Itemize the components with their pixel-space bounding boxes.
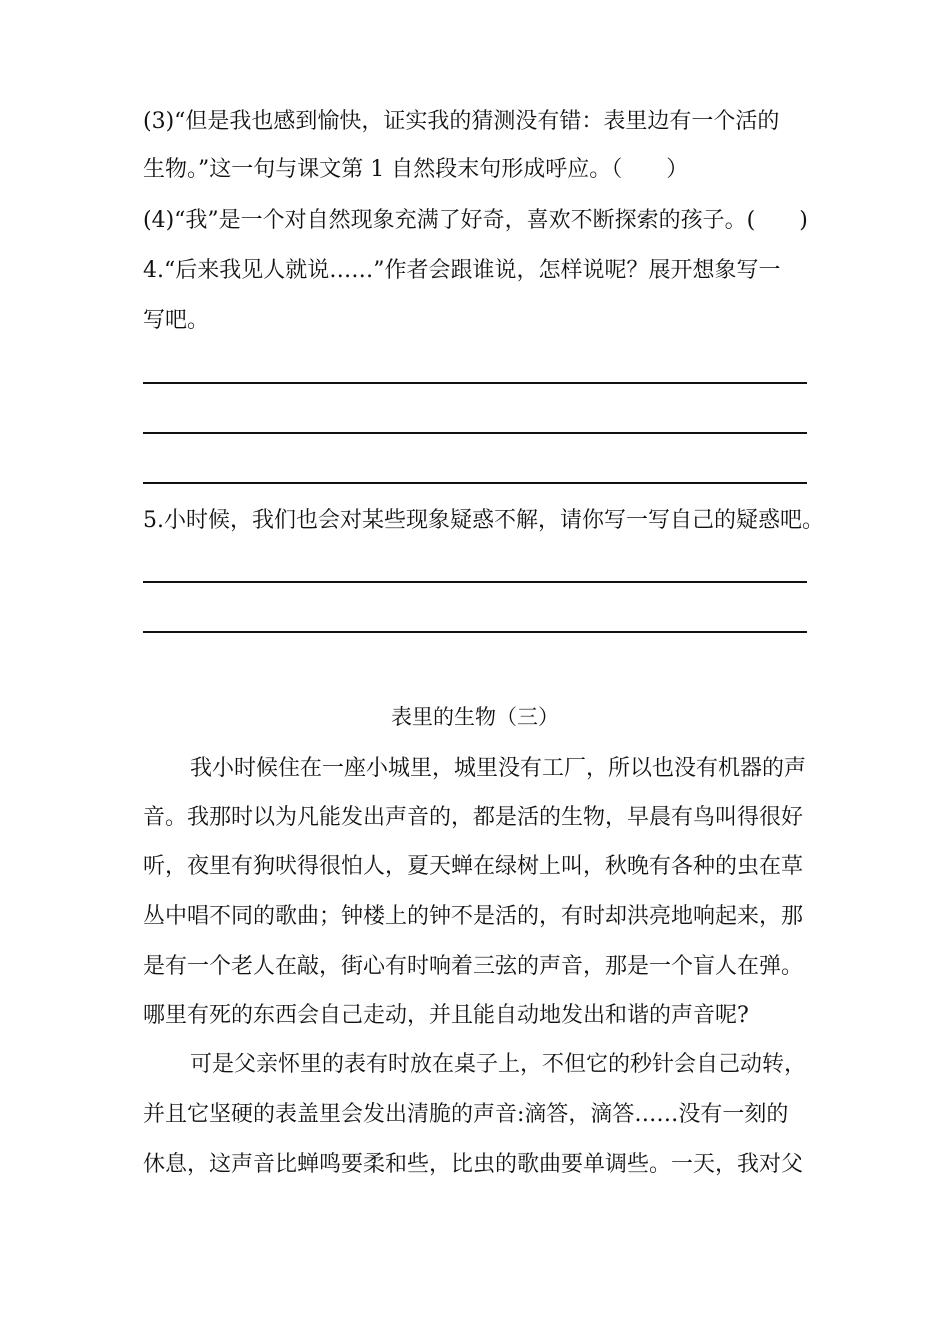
question-5: 5.小时候，我们也会对某些现象疑惑不解，请你写一写自己的疑惑吧。 bbox=[143, 508, 824, 533]
passage-line: 哪里有死的东西会自己走动，并且能自动地发出和谐的声音呢? bbox=[143, 1003, 749, 1028]
passage-line: 休息，这声音比蝉鸣要柔和些，比虫的歌曲要单调些。一天，我对父 bbox=[143, 1152, 804, 1177]
question-3-line-1: (3)“但是我也感到愉快，证实我的猜测没有错：表里边有一个活的 bbox=[143, 109, 780, 134]
passage-line: 可是父亲怀里的表有时放在桌子上，不但它的秒针会自己动转， bbox=[190, 1052, 807, 1077]
answer-line-q5-2[interactable] bbox=[143, 631, 807, 633]
passage-line: 听，夜里有狗吠得很怕人，夏天蝉在绿树上叫，秋晚有各种的虫在草 bbox=[143, 854, 804, 879]
passage-line: 并且它坚硬的表盖里会发出清脆的声音:滴答，滴答……没有一刻的 bbox=[143, 1102, 789, 1127]
answer-line-q4-1[interactable] bbox=[143, 382, 807, 384]
question-4-line-2: 写吧。 bbox=[143, 308, 210, 333]
question-3-item-4: (4)“我”是一个对自然现象充满了好奇，喜欢不断探索的孩子。( ) bbox=[143, 208, 808, 233]
answer-line-q5-1[interactable] bbox=[143, 581, 807, 583]
question-4-line-1: 4.“后来我见人就说……”作者会跟谁说，怎样说呢？展开想象写一 bbox=[143, 258, 781, 283]
question-3-line-2: 生物。”这一句与课文第 1 自然段末句形成呼应。（ ） bbox=[143, 157, 689, 182]
passage-line: 是有一个老人在敲，街心有时响着三弦的声音，那是一个盲人在弹。 bbox=[143, 954, 804, 979]
passage-line: 丛中唱不同的歌曲；钟楼上的钟不是活的，有时却洪亮地响起来，那 bbox=[143, 904, 804, 929]
answer-line-q4-3[interactable] bbox=[143, 482, 807, 484]
passage-line: 我小时候住在一座小城里，城里没有工厂，所以也没有机器的声 bbox=[190, 756, 807, 781]
passage-line: 音。我那时以为凡能发出声音的，都是活的生物，早晨有鸟叫得很好 bbox=[143, 805, 804, 830]
answer-line-q4-2[interactable] bbox=[143, 432, 807, 434]
passage-title: 表里的生物（三） bbox=[391, 705, 559, 729]
